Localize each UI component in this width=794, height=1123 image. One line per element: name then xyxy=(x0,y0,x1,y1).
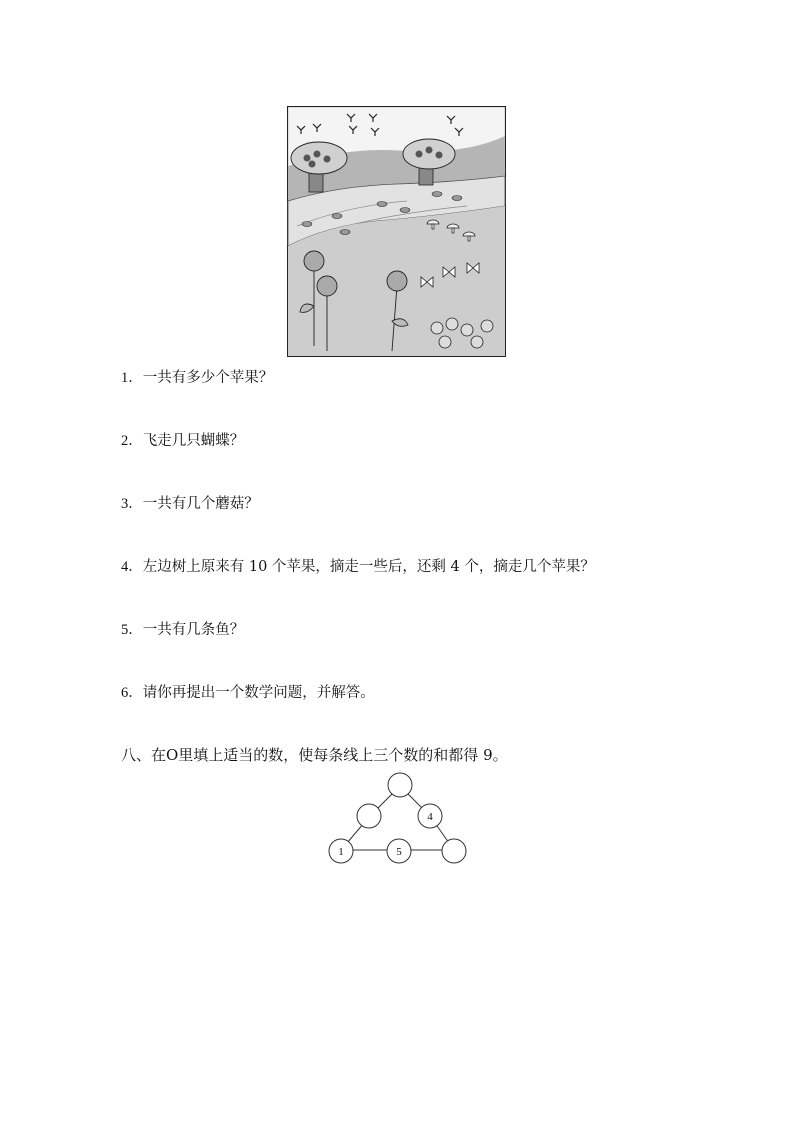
circle-left-mid[interactable] xyxy=(357,804,381,828)
scene-illustration xyxy=(287,106,506,357)
question-text: 一共有多少个苹果？ xyxy=(142,370,274,386)
question-number: 3． xyxy=(121,496,143,512)
circle-bottom-mid-value: 5 xyxy=(396,846,402,858)
question-text: 一共有几条鱼？ xyxy=(142,622,245,638)
circle-top[interactable] xyxy=(388,773,412,797)
question-number: 1． xyxy=(121,370,143,386)
circle-right-mid-value: 4 xyxy=(427,811,433,823)
question-number: 6． xyxy=(121,685,143,701)
question-text: 飞走几只蝴蝶？ xyxy=(142,433,245,449)
question-4 xyxy=(121,557,595,577)
question-2 xyxy=(121,431,244,451)
circle-bottom-left-value: 1 xyxy=(338,846,344,858)
question-5 xyxy=(121,620,244,640)
circle-bottom-right[interactable] xyxy=(442,839,466,863)
question-number: 4． xyxy=(121,559,143,575)
question-number: 2． xyxy=(121,433,143,449)
question-1 xyxy=(121,368,273,388)
question-3 xyxy=(121,494,259,514)
section-8-title: 八、在O里填上适当的数，使每条线上三个数的和都得 9。 xyxy=(121,746,508,764)
triangle-number-puzzle xyxy=(322,768,472,868)
question-text: 请你再提出一个数学问题，并解答。 xyxy=(142,685,375,701)
question-6 xyxy=(121,683,375,703)
question-number: 5． xyxy=(121,622,143,638)
question-text: 一共有几个蘑菇？ xyxy=(142,496,259,512)
question-text: 左边树上原来有 10 个苹果，摘走一些后，还剩 4 个，摘走几个苹果？ xyxy=(142,559,595,575)
